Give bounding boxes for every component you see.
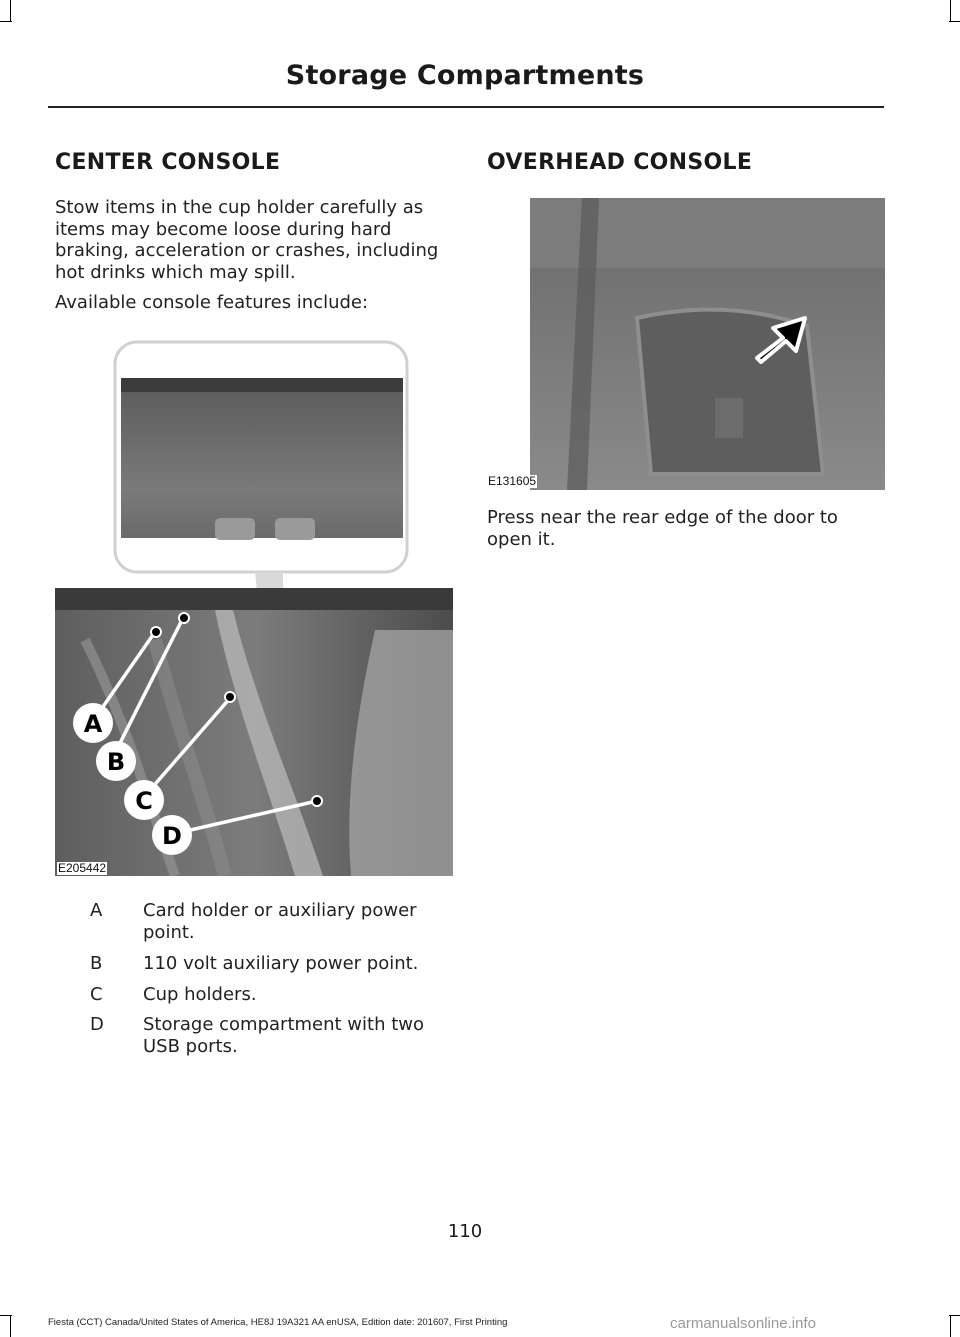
overhead-console-heading: OVERHEAD CONSOLE [487, 150, 753, 175]
page-title: Storage Compartments [285, 60, 645, 91]
callout-b [96, 741, 136, 781]
crop-mark [10, 0, 11, 22]
center-console-paragraph-1: Stow items in the cup holder carefully as items may become loose during hard braking, acceleration or crashes, including hot drinks which may spill. [55, 197, 439, 283]
callout-d [152, 815, 192, 855]
legend-text: 110 volt auxiliary power point. [143, 953, 419, 974]
overhead-console-illustration [487, 198, 885, 490]
watermark: carmanualsonline.info [670, 1315, 816, 1332]
legend-item [90, 953, 450, 975]
callout-c [124, 780, 164, 820]
crop-mark [0, 21, 12, 22]
crop-mark [10, 1315, 11, 1337]
overhead-console-paragraph: Press near the rear edge of the door to open it. [487, 507, 838, 550]
legend-item [90, 1014, 450, 1058]
crop-mark [950, 0, 951, 22]
title-rule [48, 106, 884, 108]
center-console-figure [55, 340, 453, 876]
center-console-illustration [55, 340, 453, 876]
legend-key: B [90, 953, 103, 974]
center-console-heading: CENTER CONSOLE [55, 150, 281, 175]
callout-a [73, 703, 113, 743]
center-console-paragraph-2: Available console features include: [55, 292, 369, 313]
legend-key: C [90, 984, 103, 1005]
center-console-figure-code: E205442 [58, 861, 107, 875]
legend-key: D [90, 1014, 104, 1035]
callout-c-label: C [135, 787, 153, 815]
legend-item [90, 984, 450, 1006]
crop-mark [949, 21, 960, 22]
callout-d-label: D [162, 822, 182, 850]
legend-text: Cup holders. [143, 984, 257, 1005]
overhead-console-figure-code: E131605 [488, 474, 537, 488]
crop-mark [0, 1315, 12, 1316]
callout-dot-c [225, 692, 235, 702]
callout-dot-b [179, 613, 189, 623]
overhead-console-figure [487, 198, 885, 490]
legend-text: Storage compartment with two USB ports. [143, 1014, 425, 1057]
legend-text: Card holder or auxiliary power point. [143, 900, 417, 943]
crop-mark [950, 1315, 951, 1337]
footer-text: Fiesta (CCT) Canada/United States of America, HE8J 19A321 AA enUSA, Edition date: 201607, First Printing [48, 1317, 508, 1328]
callout-dot-a [151, 627, 161, 637]
legend-key: A [90, 900, 103, 921]
inset-photo [121, 378, 403, 538]
crop-mark [949, 1315, 960, 1316]
callout-b-label: B [106, 748, 126, 776]
callout-a-label: A [83, 710, 103, 738]
page-number: 110 [447, 1221, 483, 1242]
callout-dot-d [312, 796, 322, 806]
legend-item [90, 900, 450, 944]
